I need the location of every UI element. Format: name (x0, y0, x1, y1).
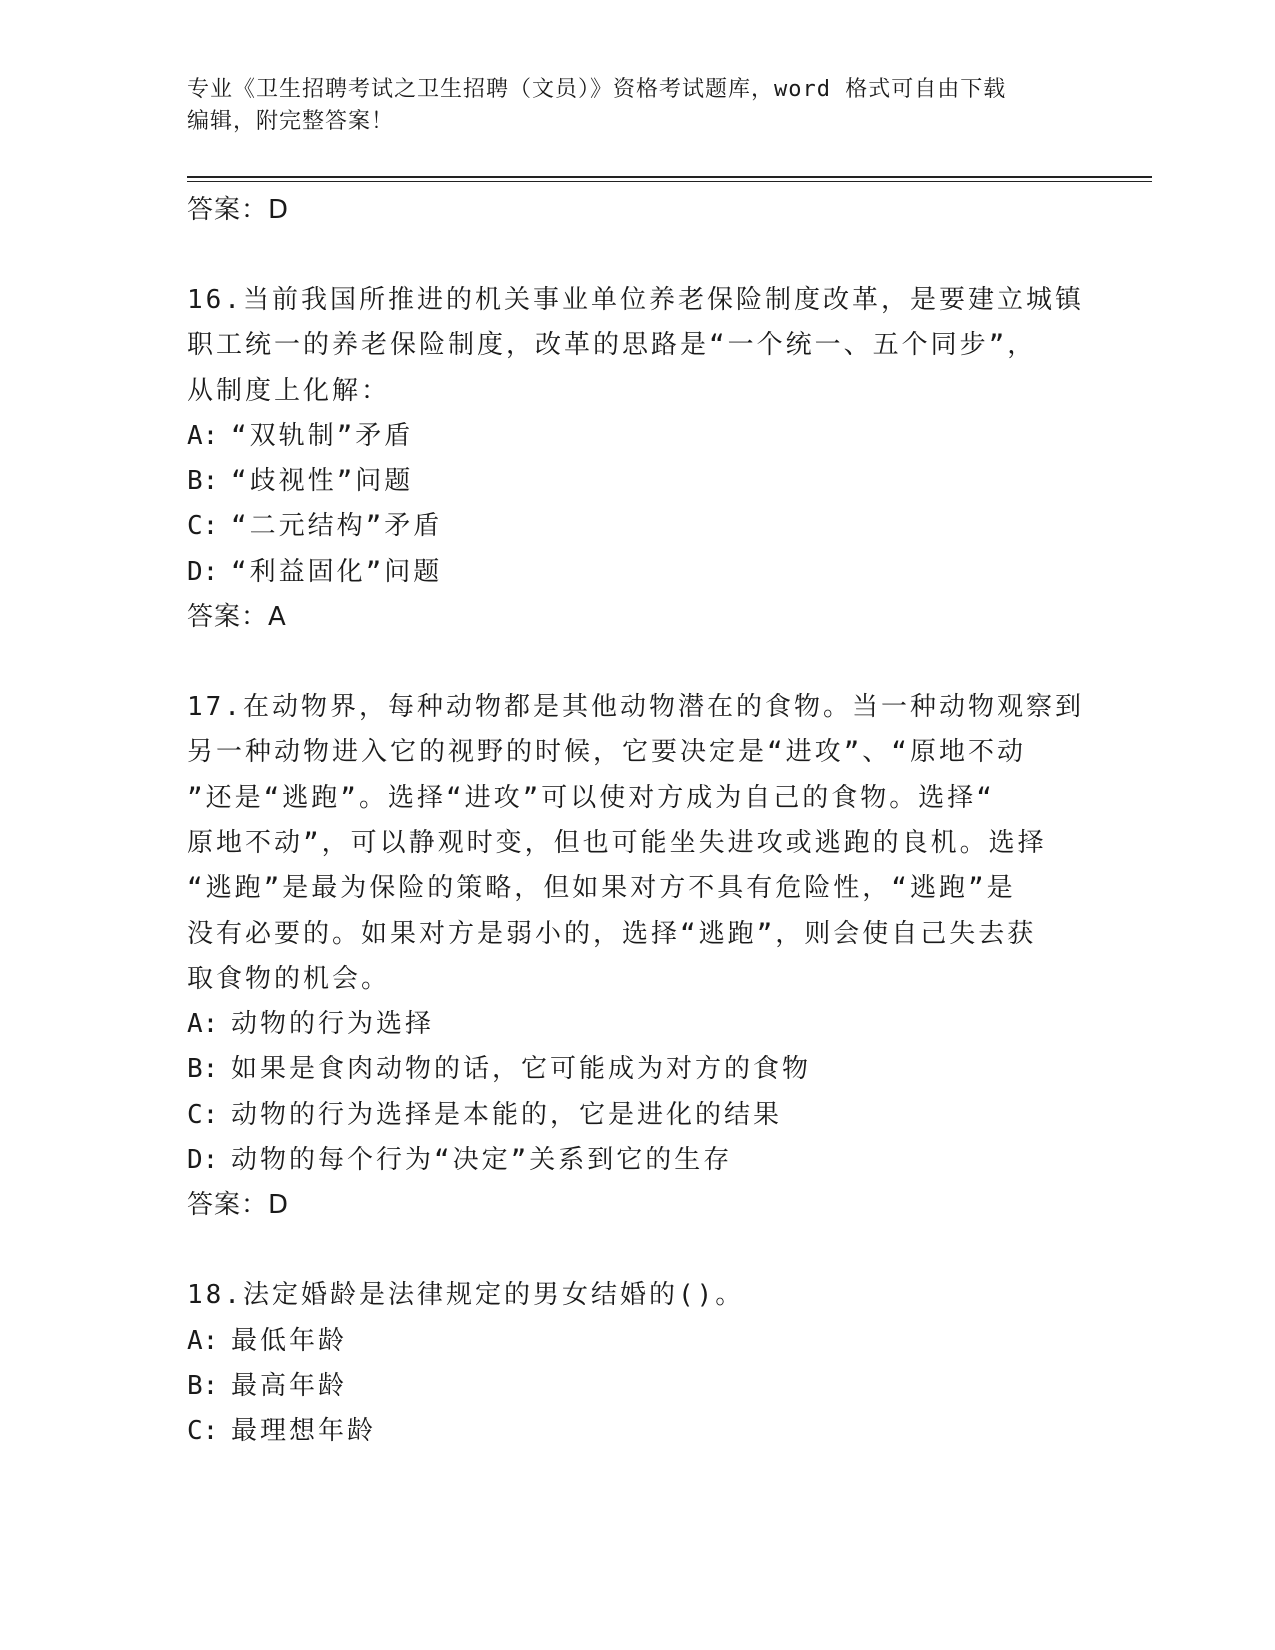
answer-line-16: 答案：A (187, 602, 287, 633)
header-line-1: 专业《卫生招聘考试之卫生招聘（文员）》资格考试题库，word 格式可自由下载 (187, 77, 1007, 102)
question-content (187, 188, 1087, 1455)
question-16-option-b (187, 459, 1087, 504)
question-18-option-a (187, 1319, 1087, 1364)
option-text: “利益固化”问题 (231, 556, 443, 587)
question-18 (187, 1273, 1087, 1454)
option-text: 动物的每个行为“决定”关系到它的生存 (231, 1145, 733, 1176)
header-line-2: 编辑，附完整答案！ (187, 109, 395, 134)
answer-line-15: 答案：D (187, 195, 290, 225)
option-text: 最高年龄 (231, 1370, 348, 1401)
question-16-line-1: 16.当前我国所推进的机关事业单位养老保险制度改革，是要建立城镇 (187, 285, 1084, 315)
option-text: 最低年龄 (231, 1325, 348, 1356)
question-17-option-c (187, 1093, 1087, 1138)
option-label: A: (187, 1009, 219, 1040)
question-17-line-5: “逃跑”是最为保险的策略，但如果对方不具有危险性，“逃跑”是 (187, 873, 1016, 904)
option-label: C: (187, 1099, 219, 1130)
question-18-option-b (187, 1364, 1087, 1409)
question-18-line-1: 18.法定婚龄是法律规定的男女结婚的()。 (187, 1280, 745, 1311)
question-16-line-2: 职工统一的养老保险制度，改革的思路是“一个统一、五个同步”， (187, 330, 1037, 361)
option-label: B: (187, 466, 219, 497)
option-label: C: (187, 1416, 219, 1447)
spacer (187, 640, 1087, 685)
question-16-option-c (187, 504, 1087, 549)
question-16 (187, 278, 1087, 640)
page-header (187, 74, 1087, 138)
option-text: 动物的行为选择 (231, 1009, 435, 1040)
question-17-line-7: 取食物的机会。 (187, 963, 391, 994)
option-label: B: (187, 1054, 219, 1085)
option-label: D: (187, 556, 219, 587)
question-16-option-d (187, 550, 1087, 595)
question-17-line-3: ”还是“逃跑”。选择“进攻”可以使对方成为自己的食物。选择“ (187, 782, 995, 813)
question-16-option-a (187, 414, 1087, 459)
spacer (187, 233, 1087, 278)
header-divider-thick (187, 176, 1152, 178)
question-17-option-d (187, 1138, 1087, 1183)
option-label: A: (187, 1325, 219, 1356)
option-label: D: (187, 1145, 219, 1176)
spacer (187, 1228, 1087, 1273)
question-18-option-c (187, 1409, 1087, 1454)
option-text: 最理想年龄 (231, 1416, 377, 1447)
option-text: 动物的行为选择是本能的，它是进化的结果 (231, 1099, 783, 1130)
question-17-line-4: 原地不动”，可以静观时变，但也可能坐失进攻或逃跑的良机。选择 (187, 827, 1047, 858)
question-16-line-3: 从制度上化解： (187, 375, 391, 406)
question-17-line-2: 另一种动物进入它的视野的时候，它要决定是“进攻”、“原地不动 (187, 737, 1026, 768)
answer-line-17: 答案：D (187, 1190, 290, 1221)
option-text: “二元结构”矛盾 (231, 511, 443, 542)
option-label: C: (187, 511, 219, 542)
question-17 (187, 685, 1087, 1228)
header-divider-thin (187, 181, 1152, 182)
question-17-line-1: 17.在动物界，每种动物都是其他动物潜在的食物。当一种动物观察到 (187, 692, 1084, 723)
option-label: B: (187, 1370, 219, 1401)
option-text: 如果是食肉动物的话，它可能成为对方的食物 (231, 1054, 812, 1085)
option-text: “歧视性”问题 (231, 466, 414, 497)
question-17-option-a (187, 1002, 1087, 1047)
question-17-option-b (187, 1047, 1087, 1092)
option-label: A: (187, 420, 219, 451)
question-17-line-6: 没有必要的。如果对方是弱小的，选择“逃跑”，则会使自己失去获 (187, 918, 1037, 949)
option-text: “双轨制”矛盾 (231, 420, 414, 451)
